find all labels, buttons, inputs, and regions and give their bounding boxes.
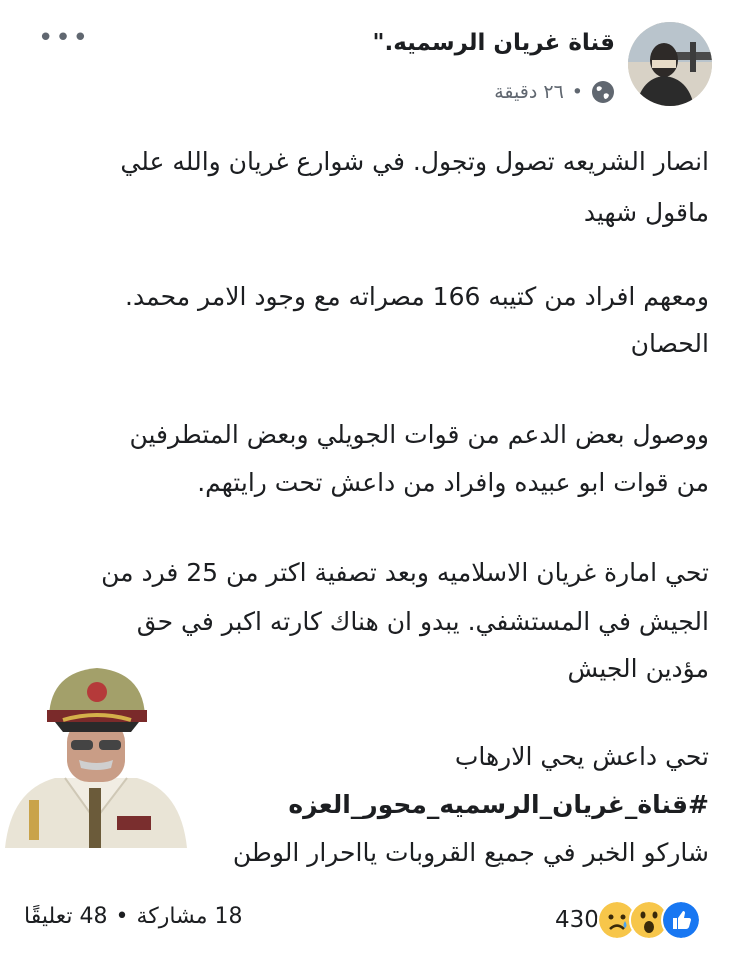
post-text-line: ماقول شهيد: [583, 198, 709, 227]
more-options-icon[interactable]: •••: [38, 23, 91, 53]
post-text-line: شاركو الخبر في جميع القروبات يااحرار الوطن: [232, 838, 709, 867]
post-text-line: ومعهم افراد من كتيبه 166 مصراته مع وجود الامر محمد.: [125, 282, 709, 311]
shares-count[interactable]: 18 مشاركة: [136, 904, 243, 929]
post-text-line: الجيش في المستشفي. يبدو ان هناك كارته اكبر في حق: [136, 607, 709, 636]
like-reaction-icon: [661, 900, 701, 940]
reactions-count[interactable]: 430: [555, 907, 599, 933]
post-text-line: تحي امارة غريان الاسلاميه وبعد تصفية اكتر من 25 فرد من: [101, 558, 709, 587]
page-name[interactable]: قناة غريان الرسميه.": [372, 30, 615, 56]
post-text-line: ووصول بعض الدعم من قوات الجويلي وبعض المتطرفين: [129, 420, 709, 449]
post-text-line: انصار الشريعه تصول وتجول. في شوارع غريان والله علي: [120, 147, 709, 176]
globe-icon: [591, 80, 615, 104]
stats-separator: •: [115, 904, 129, 929]
page-avatar[interactable]: [628, 22, 712, 106]
comments-count[interactable]: 48 تعليقًا: [24, 904, 108, 929]
officer-photo: [5, 660, 187, 848]
post-text-line: من قوات ابو عبيده وافراد من داعش تحت رايتهم.: [197, 468, 709, 497]
reactions-summary[interactable]: [555, 900, 701, 940]
post-text-line: مؤدين الجيش: [567, 654, 709, 683]
post-meta: [494, 80, 615, 104]
hashtag-link[interactable]: #قناة_غريان_الرسميه_محور_العزه: [288, 790, 709, 819]
post-text-line: الحصان: [630, 329, 709, 358]
post-text-line: تحي داعش يحي الارهاب: [454, 742, 709, 771]
post-time[interactable]: ٢٦ دقيقة: [494, 81, 564, 103]
meta-separator: •: [571, 81, 583, 103]
engagement-stats: [24, 904, 242, 929]
